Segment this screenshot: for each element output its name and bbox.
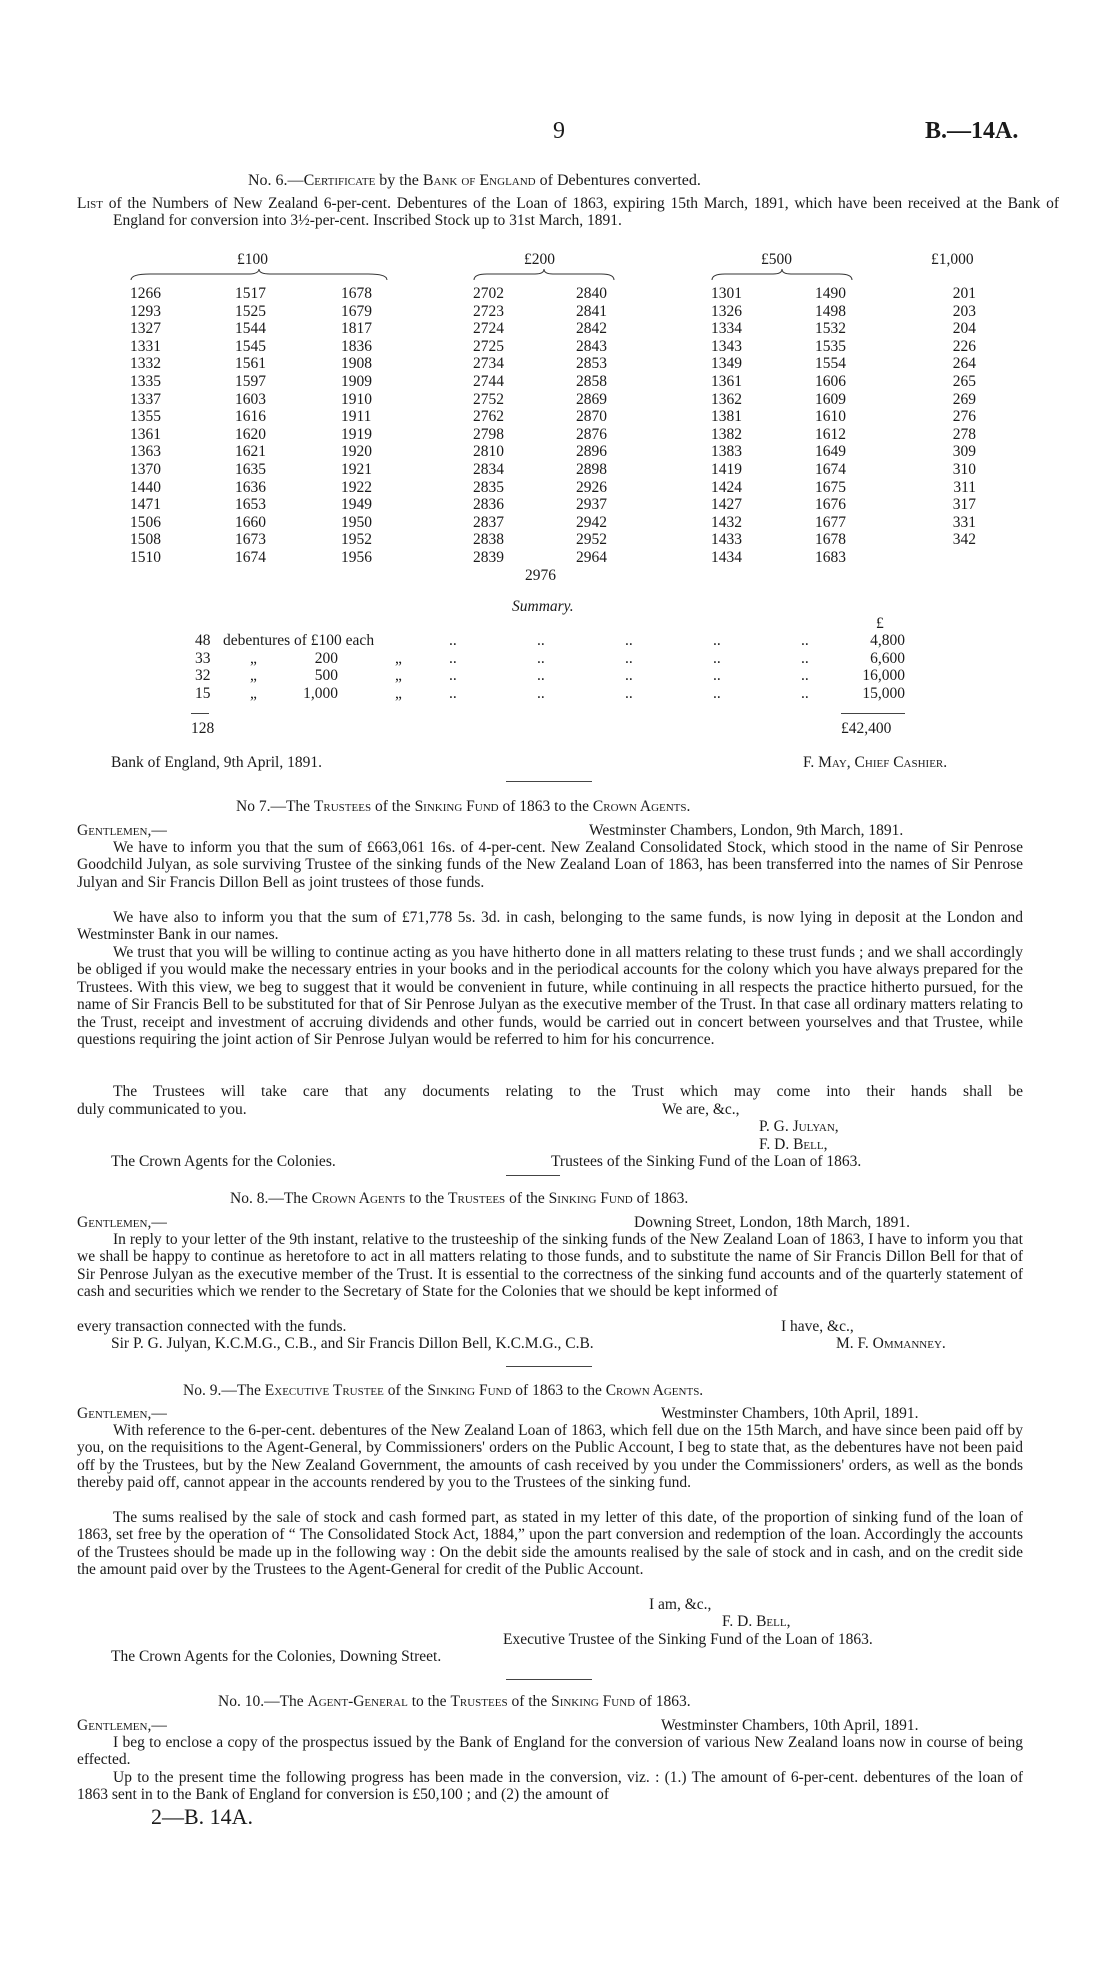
debenture-number: 203 [952, 302, 976, 320]
debenture-number: 1544 [235, 320, 266, 338]
no9-signature: F. D. Bell, [722, 1613, 791, 1630]
debenture-number: 1337 [130, 390, 161, 408]
no10-paragraph-1: I beg to enclose a copy of the prospectus issued by the Bank of England for the conversion of various New Zealand loans now in course of being effected. [77, 1734, 1023, 1769]
summary-leader: .. [801, 684, 809, 702]
summary-total-amount: £42,400 [841, 720, 892, 737]
debenture-number: 2744 [473, 372, 504, 390]
no10-salutation: Gentlemen,— [77, 1717, 167, 1734]
no7-paragraph-3: We trust that you will be willing to continue acting as you have hitherto done in all matters relating to these trust funds ; and we shall accordingly be obliged if you would make the necessary entries in your books and in the periodical accounts for the colony which you have always prepared for the Trustees. With this view, we beg to suggest that it would be convenient in future, while continuing in all respects the practice hitherto pursued, for the name of Sir Francis Bell to be substituted for that of Sir Penrose Julyan as the executive member of the Trust. In that case all ordinary matters relating to the Trust, receipt and investment of accruing dividends and other funds, would be carried out in concert between yourselves and that Trustee, while questions requiring the joint action of Sir Penrose Julyan would be referred to him for his concurrence. [77, 944, 1023, 1049]
summary-title: Summary. [512, 598, 574, 615]
heading-100: £100 [237, 251, 268, 268]
debenture-number: 1621 [235, 443, 266, 461]
debenture-number: 1920 [341, 443, 372, 461]
no7-paragraph-2: We have also to inform you that the sum of £71,778 5s. 3d. in cash, belonging to the same funds, is now lying in deposit at the London and Westminster Bank in our names. [77, 909, 1023, 944]
debenture-number: 1326 [711, 302, 742, 320]
debenture-number: 1545 [235, 337, 266, 355]
summary-count: 15 [195, 684, 211, 702]
debenture-number: 1911 [341, 408, 372, 426]
no10-address: Westminster Chambers, 10th April, 1891. [661, 1717, 919, 1734]
summary-leader: .. [713, 632, 721, 649]
debenture-number: 2898 [576, 460, 607, 478]
no7-signature-2: F. D. Bell, [759, 1136, 828, 1153]
summary-count: 48 [195, 632, 211, 649]
column-200-b [576, 285, 620, 567]
no9-paragraph-1: With reference to the 6-per-cent. debentures of the New Zealand Loan of 1863, which fell due on the 15th March, and have since been paid off by you, on the requisitions to the Agent-General, by Commissioners' orders on the Public Account, I beg to state that, as the debentures have not been paid off by the Trustees, but by the New Zealand Government, the amounts of cash received by you under the Commissioners' orders, as well as the bonds thereby paid off, cannot appear in the accounts rendered by you to the Trustees of the sinking fund. [77, 1422, 1023, 1492]
no7-salutation: Gentlemen,— [77, 822, 167, 839]
no8-signature: M. F. Ommanney. [836, 1335, 946, 1352]
divider [506, 1175, 560, 1176]
debenture-number: 1649 [815, 443, 846, 461]
debenture-number: 1498 [815, 302, 846, 320]
summary-row [195, 685, 915, 702]
summary-total-count: 128 [191, 720, 215, 737]
debenture-number: 2837 [473, 513, 504, 531]
debenture-number: 1603 [235, 390, 266, 408]
summary-leader: .. [625, 632, 633, 649]
debenture-number: 1490 [815, 285, 846, 302]
debenture-number: 1370 [130, 460, 161, 478]
debenture-number: 1660 [235, 513, 266, 531]
debenture-number: 2725 [473, 337, 504, 355]
no8-title: No. 8.—The Crown Agents to the Trustees of the Sinking Fund of 1863. [230, 1190, 689, 1207]
divider [506, 1366, 592, 1367]
summary-count-rule [191, 713, 209, 714]
debenture-number: 1343 [711, 337, 742, 355]
summary-denomination: 500 [314, 667, 338, 684]
debenture-number: 1653 [235, 496, 266, 514]
document-reference: B.—14A. [925, 118, 1019, 144]
summary-leader: .. [713, 649, 721, 667]
no8-address: Downing Street, London, 18th March, 1891. [634, 1214, 910, 1231]
debenture-number: 1817 [341, 320, 372, 338]
debenture-number: 1535 [815, 337, 846, 355]
summary-leader: .. [801, 632, 809, 649]
summary-row [195, 632, 915, 649]
summary-ditto: „ [395, 667, 402, 684]
debenture-number: 1636 [235, 478, 266, 496]
debenture-number: 1532 [815, 320, 846, 338]
column-100-b [235, 285, 279, 567]
debenture-number: 2876 [576, 425, 607, 443]
summary-leader: .. [449, 632, 457, 649]
summary-row [195, 667, 915, 684]
debenture-number: 264 [952, 355, 976, 373]
debenture-number: 1677 [815, 513, 846, 531]
brace-100 [130, 268, 388, 282]
debenture-number: 201 [952, 285, 976, 302]
debenture-number: 1683 [815, 548, 846, 566]
debenture-number: 1921 [341, 460, 372, 478]
debenture-number: 1922 [341, 478, 372, 496]
debenture-number: 2762 [473, 408, 504, 426]
debenture-number: 2952 [576, 531, 607, 549]
no9-salutation: Gentlemen,— [77, 1405, 167, 1422]
no6-signer: F. May, Chief Cashier. [803, 754, 948, 771]
debenture-number: 1674 [235, 548, 266, 566]
summary-amount: 16,000 [862, 667, 905, 684]
debenture-number: 1956 [341, 548, 372, 566]
no10-paragraph-2: Up to the present time the following progress has been made in the conversion, viz. : (1.) The amount of 6-per-cent. debentures of the loan of 1863 sent in to the Bank of England for conversion is £50,100 ; and (2) the amount of [77, 1769, 1023, 1804]
debenture-number: 311 [953, 478, 976, 496]
no7-address: Westminster Chambers, London, 9th March, 1891. [589, 822, 904, 839]
brace-500 [711, 268, 853, 282]
summary-leader: .. [537, 632, 545, 649]
debenture-number: 2838 [473, 531, 504, 549]
no6-list-intro: List of the Numbers of New Zealand 6-per-cent. Debentures of the Loan of 1863, expiring 15th March, 1891, which have been received at the Bank of England for conversion into 3½-per-cent. Inscribed Stock up to 31st March, 1891. [77, 195, 1059, 230]
summary-count: 33 [195, 649, 211, 667]
debenture-number: 2926 [576, 478, 607, 496]
no7-title: No 7.—The Trustees of the Sinking Fund of 1863 to the Crown Agents. [236, 798, 691, 815]
debenture-number: 1675 [815, 478, 846, 496]
no9-address: Westminster Chambers, 10th April, 1891. [661, 1405, 919, 1422]
no9-signature-title: Executive Trustee of the Sinking Fund of the Loan of 1863. [503, 1631, 873, 1648]
no9-addressee: The Crown Agents for the Colonies, Downing Street. [111, 1648, 442, 1665]
debenture-number: 2840 [576, 285, 607, 302]
debenture-number: 1349 [711, 355, 742, 373]
debenture-number: 2843 [576, 337, 607, 355]
summary-leader: .. [801, 667, 809, 684]
brace-200 [473, 268, 615, 282]
summary-amount: 15,000 [862, 684, 905, 702]
debenture-number: 1620 [235, 425, 266, 443]
debenture-number: 1674 [815, 460, 846, 478]
no8-closing: I have, &c., [781, 1318, 854, 1335]
no8-paragraph-1-end: every transaction connected with the funds. [77, 1318, 347, 1335]
debenture-number: 1525 [235, 302, 266, 320]
column-100-a [130, 285, 174, 567]
debenture-number: 269 [952, 390, 976, 408]
summary-amount: 6,600 [870, 649, 905, 667]
summary-description: debentures of £100 each [223, 632, 375, 649]
debenture-number: 1419 [711, 460, 742, 478]
debenture-number: 2810 [473, 443, 504, 461]
divider [506, 1679, 592, 1680]
heading-1000: £1,000 [931, 251, 974, 268]
debenture-number: 1561 [235, 355, 266, 373]
debenture-number: 2870 [576, 408, 607, 426]
debenture-number: 1949 [341, 496, 372, 514]
debenture-number: 310 [952, 460, 976, 478]
debenture-number: 2842 [576, 320, 607, 338]
debenture-number: 1434 [711, 548, 742, 566]
debenture-number: 2896 [576, 443, 607, 461]
debenture-number: 2937 [576, 496, 607, 514]
debenture-number: 2964 [576, 548, 607, 566]
signature-mark: 2—B. 14A. [151, 1804, 254, 1829]
summary-leader: .. [625, 667, 633, 684]
debenture-number: 1910 [341, 390, 372, 408]
debenture-number: 2835 [473, 478, 504, 496]
page-number: 9 [553, 118, 565, 144]
no7-paragraph-4: The Trustees will take care that any documents relating to the Trust which may come into their hands shall be [113, 1083, 1023, 1100]
summary-leader: .. [537, 667, 545, 684]
summary-leader: .. [449, 684, 457, 702]
heading-200: £200 [524, 251, 555, 268]
summary-ditto: „ [250, 684, 257, 702]
debenture-number: 204 [952, 320, 976, 338]
column-100-c [341, 285, 385, 567]
debenture-number: 1383 [711, 443, 742, 461]
debenture-number: 2834 [473, 460, 504, 478]
debenture-number: 1610 [815, 408, 846, 426]
debenture-number: 1361 [130, 425, 161, 443]
debenture-number: 1676 [815, 496, 846, 514]
no10-title: No. 10.—The Agent-General to the Trustees of the Sinking Fund of 1863. [218, 1693, 691, 1710]
debenture-number: 1327 [130, 320, 161, 338]
debenture-number: 1440 [130, 478, 161, 496]
column-500-a [711, 285, 755, 567]
column-500-b [815, 285, 859, 567]
summary-count: 32 [195, 667, 211, 684]
debenture-number: 2723 [473, 302, 504, 320]
debenture-number: 1381 [711, 408, 742, 426]
debenture-number: 1508 [130, 531, 161, 549]
summary-denomination: 1,000 [303, 684, 338, 702]
summary-currency: £ [876, 615, 884, 632]
summary-leader: .. [537, 649, 545, 667]
no9-paragraph-2: The sums realised by the sale of stock and cash formed part, as stated in my letter of this date, of the proportion of sinking fund of the loan of 1863, set free by the operation of “ The Consolidated Stock Act, 1884,” upon the part conversion and redemption of the loan. Accordingly the accounts of the Trustees should be made up in the following way : On the debit side the amounts realised by the sale of stock and in cash, and on the credit side the amount paid over by the Trustees to the Agent-General for credit of the Public Account. [77, 1509, 1023, 1579]
debenture-number: 1506 [130, 513, 161, 531]
debenture-number: 1301 [711, 285, 742, 302]
debenture-number: 1332 [130, 355, 161, 373]
summary-leader: .. [449, 649, 457, 667]
debenture-number: 1635 [235, 460, 266, 478]
summary-leader: .. [801, 649, 809, 667]
debenture-number: 1510 [130, 548, 161, 566]
debenture-number: 1266 [130, 285, 161, 302]
debenture-number: 1362 [711, 390, 742, 408]
debenture-number: 2841 [576, 302, 607, 320]
debenture-number: 1919 [341, 425, 372, 443]
no7-signature-1: P. G. Julyan, [759, 1118, 839, 1135]
debenture-number: 1433 [711, 531, 742, 549]
debenture-number: 1950 [341, 513, 372, 531]
summary-leader: .. [449, 667, 457, 684]
column-200-extra: 2976 [525, 567, 556, 584]
debenture-number: 1673 [235, 531, 266, 549]
debenture-number: 1334 [711, 320, 742, 338]
debenture-number: 1432 [711, 513, 742, 531]
no7-closing: We are, &c., [662, 1101, 740, 1118]
summary-amount-rule [841, 713, 905, 714]
summary-denomination: 200 [314, 649, 338, 667]
summary-ditto: „ [250, 649, 257, 667]
debenture-number: 1909 [341, 372, 372, 390]
debenture-number: 331 [952, 513, 976, 531]
debenture-number: 1331 [130, 337, 161, 355]
summary-leader: .. [625, 649, 633, 667]
debenture-number: 1616 [235, 408, 266, 426]
debenture-number: 1517 [235, 285, 266, 302]
debenture-number: 1427 [711, 496, 742, 514]
summary-leader: .. [537, 684, 545, 702]
debenture-number: 1471 [130, 496, 161, 514]
debenture-number: 2798 [473, 425, 504, 443]
debenture-number: 2942 [576, 513, 607, 531]
no7-addressee: The Crown Agents for the Colonies. [111, 1153, 336, 1170]
debenture-number: 2839 [473, 548, 504, 566]
no7-signature-title: Trustees of the Sinking Fund of the Loan of 1863. [551, 1153, 862, 1170]
no6-place-date: Bank of England, 9th April, 1891. [111, 754, 322, 771]
summary-ditto: „ [250, 667, 257, 684]
debenture-number: 1679 [341, 302, 372, 320]
summary-leader: .. [625, 684, 633, 702]
debenture-number: 1361 [711, 372, 742, 390]
summary-ditto: „ [395, 684, 402, 702]
debenture-number: 2752 [473, 390, 504, 408]
debenture-number: 2869 [576, 390, 607, 408]
no8-paragraph-1: In reply to your letter of the 9th instant, relative to the trusteeship of the sinking funds of the New Zealand Loan of 1863, I have to inform you that we shall be happy to continue as heretofore to act in all matters relating to those funds, and to substitute the name of Sir Francis Dillon Bell for that of Sir Penrose Julyan as the executive member of the Trust. It is essential to the correctness of the sinking fund accounts and of the quarterly statement of cash and securities which we render to the Secretary of State for the Colonies that we should be kept informed of [77, 1231, 1023, 1301]
debenture-number: 1363 [130, 443, 161, 461]
debenture-number: 2734 [473, 355, 504, 373]
debenture-number: 276 [952, 408, 976, 426]
debenture-number: 1678 [341, 285, 372, 302]
summary-ditto: „ [395, 649, 402, 667]
debenture-number: 265 [952, 372, 976, 390]
debenture-number: 1612 [815, 425, 846, 443]
no7-paragraph-1: We have to inform you that the sum of £663,061 16s. of 4-per-cent. New Zealand Consolidated Stock, which stood in the name of Sir Penrose Goodchild Julyan, as sole surviving Trustee of the sinking funds of the New Zealand Loan of 1863, has been transferred into the names of Sir Penrose Julyan and Sir Francis Dillon Bell as joint trustees of those funds. [77, 839, 1023, 891]
summary-row [195, 650, 915, 667]
no9-closing: I am, &c., [649, 1596, 712, 1613]
no8-addressee: Sir P. G. Julyan, K.C.M.G., C.B., and Sir Francis Dillon Bell, K.C.M.G., C.B. [111, 1335, 594, 1352]
debenture-number: 1293 [130, 302, 161, 320]
heading-500: £500 [761, 251, 792, 268]
summary-amount: 4,800 [870, 632, 905, 649]
divider [506, 781, 592, 782]
debenture-number: 1908 [341, 355, 372, 373]
no7-paragraph-4-end: duly communicated to you. [77, 1101, 247, 1118]
debenture-number: 226 [952, 337, 976, 355]
no8-salutation: Gentlemen,— [77, 1214, 167, 1231]
debenture-number: 309 [952, 443, 976, 461]
debenture-number: 1382 [711, 425, 742, 443]
debenture-number: 278 [952, 425, 976, 443]
no6-title: No. 6.—Certificate by the Bank of England of Debentures converted. [248, 172, 701, 189]
no9-title: No. 9.—The Executive Trustee of the Sinking Fund of 1863 to the Crown Agents. [183, 1382, 704, 1399]
summary-leader: .. [713, 667, 721, 684]
debenture-number: 317 [952, 496, 976, 514]
debenture-number: 1836 [341, 337, 372, 355]
summary-leader: .. [713, 684, 721, 702]
debenture-number: 1355 [130, 408, 161, 426]
debenture-number: 1606 [815, 372, 846, 390]
debenture-number: 1335 [130, 372, 161, 390]
debenture-number: 1952 [341, 531, 372, 549]
debenture-number: 1554 [815, 355, 846, 373]
column-200-a [473, 285, 517, 567]
debenture-number: 342 [952, 531, 976, 549]
debenture-number: 1424 [711, 478, 742, 496]
column-1000 [944, 285, 976, 549]
debenture-number: 2858 [576, 372, 607, 390]
debenture-number: 2853 [576, 355, 607, 373]
debenture-number: 1597 [235, 372, 266, 390]
debenture-number: 1678 [815, 531, 846, 549]
debenture-number: 2724 [473, 320, 504, 338]
debenture-number: 1609 [815, 390, 846, 408]
debenture-number: 2836 [473, 496, 504, 514]
debenture-number: 2702 [473, 285, 504, 302]
